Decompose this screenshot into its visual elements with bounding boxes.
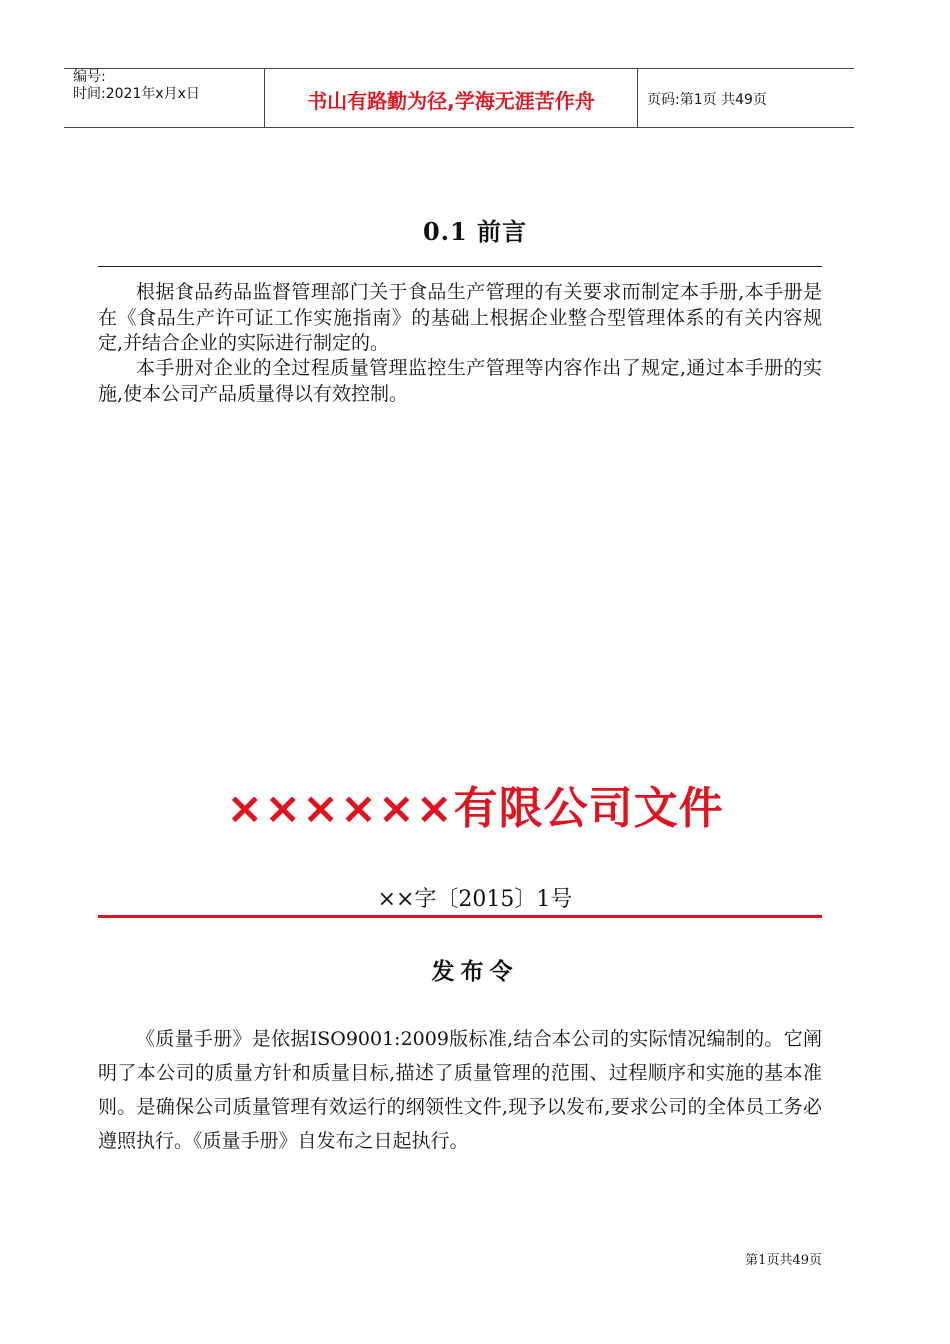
preface-paragraph-1: 根据食品药品监督管理部门关于食品生产管理的有关要求而制定本手册,本手册是在《食品生产许可证工作实施指南》的基础上根据企业整合型管理体系的有关内容规定,并结合企业的实际进行制定的。 [98,281,822,354]
decree-title: 发布令 [431,958,519,985]
red-divider [98,915,822,918]
document-number: ××字〔2015〕1号 [377,887,573,912]
preface-title: 0.1 前言 [422,217,528,246]
preface-divider [98,266,822,267]
header-time-label: 时间:2021年x月x日 [73,86,200,102]
footer-page-number: 第1页共49页 [745,1253,822,1268]
document-header [64,68,854,128]
decree-body: 《质量手册》是依据ISO9001:2009版标准,结合本公司的实际情况编制的。它阐明了本公司的质量方针和质量目标,描述了质量管理的范围、过程顺序和实施的基本准则。是确保公司质量管理有效运行的纲领性文件,现予以发布,要求公司的全体员工务必遵照执行。《质量手册》自发布之日起执行。 [98,1028,822,1152]
header-page-info: 页码:第1页 共49页 [647,92,767,108]
company-document-title: ××××××有限公司文件 [226,783,724,834]
header-number-label: 编号: [73,69,106,85]
preface-paragraph-2: 本手册对企业的全过程质量管理监控生产管理等内容作出了规定,通过本手册的实施,使本公司产品质量得以有效控制。 [98,357,822,405]
header-meta [64,69,265,127]
header-motto: 书山有路勤为径,学海无涯苦作舟 [265,69,638,127]
